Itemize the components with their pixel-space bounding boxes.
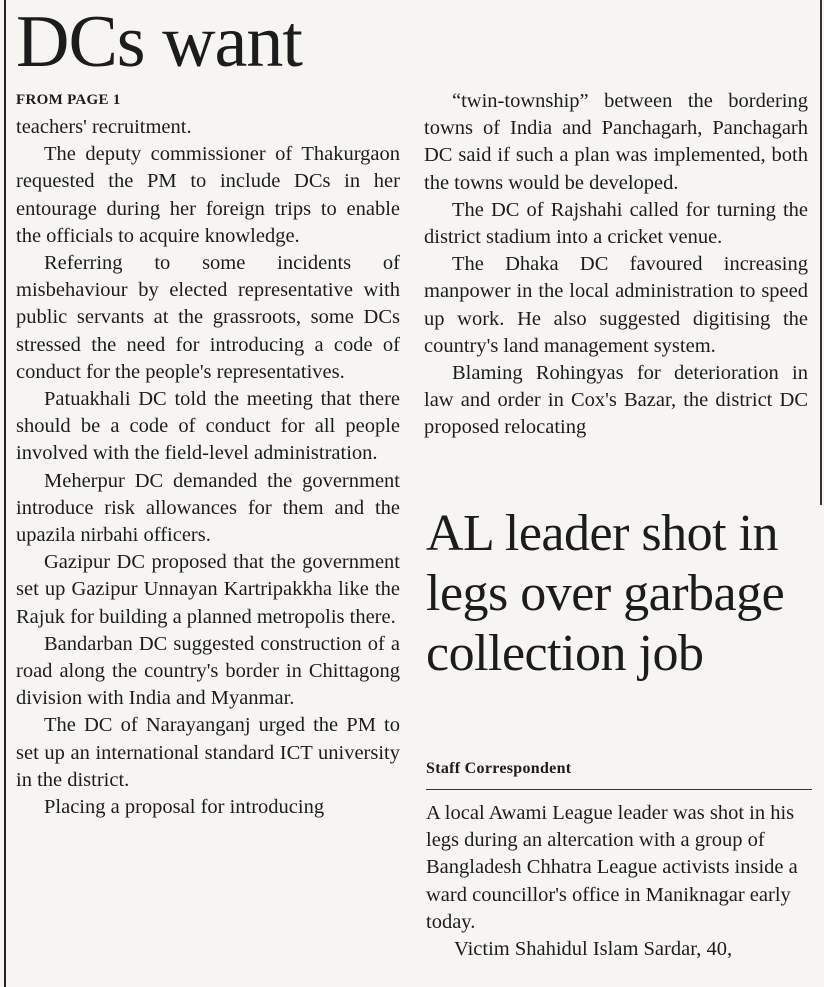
paragraph: teachers' recruitment. (16, 116, 192, 138)
byline-divider (426, 789, 812, 790)
paragraph: Gazipur DC proposed that the government set up Gazipur Unnayan Kartripakkha like the Rajuk for building a planned metropolis there. (16, 551, 400, 628)
paragraph: The DC of Rajshahi called for turning the district stadium into a cricket venue. (424, 198, 808, 249)
story2-column (426, 800, 806, 963)
paragraph: The deputy commissioner of Thakurgaon requested the PM to include DCs in her entourage during her foreign trips to enable the officials to acquire knowledge. (16, 143, 400, 247)
paragraph: The DC of Narayanganj urged the PM to set up an international standard ICT university in the district. (16, 714, 400, 791)
paragraph: Blaming Rohingyas for deterioration in law and order in Cox's Bazar, the district DC proposed relocating (424, 362, 808, 439)
lead-paragraph: A local Awami League leader was shot in his legs during an altercation with a group of Bangladesh Chhatra League activists inside a ward councillor's office in Maniknagar early today. (426, 802, 798, 933)
paragraph: Placing a proposal for introducing (44, 796, 325, 819)
paragraph: “twin-township” between the bordering towns of India and Panchagarh, Panchagarh DC said if such a plan was implemented, both the towns would be developed. (424, 90, 808, 194)
story-headline: DCs want (16, 1, 302, 83)
column-rule-left (4, 0, 6, 987)
story2-headline: AL leader shot in legs over garbage collection job (426, 505, 785, 682)
paragraph: The Dhaka DC favoured increasing manpower in the local administration to speed up work. He also suggested digitising the country's land management system. (424, 253, 808, 357)
from-page-label: FROM PAGE 1 (16, 92, 121, 108)
paragraph: Meherpur DC demanded the government introduce risk allowances for them and the upazila nirbahi officers. (16, 469, 400, 547)
story-column-2 (424, 88, 808, 442)
story-column-1 (16, 114, 400, 821)
paragraph: Patuakhali DC told the meeting that there should be a code of conduct for all people involved with the field-level administration. (16, 388, 400, 465)
byline: Staff Correspondent (426, 760, 572, 777)
column-rule-right (820, 0, 822, 505)
paragraph: Referring to some incidents of misbehaviour by elected representative with public servants at the grassroots, some DCs stressed the need for introducing a code of conduct for the people's representatives. (16, 252, 400, 383)
paragraph: Victim Shahidul Islam Sardar, 40, (454, 938, 733, 961)
paragraph: Bandarban DC suggested construction of a road along the country's border in Chittagong division with India and Myanmar. (16, 632, 400, 710)
